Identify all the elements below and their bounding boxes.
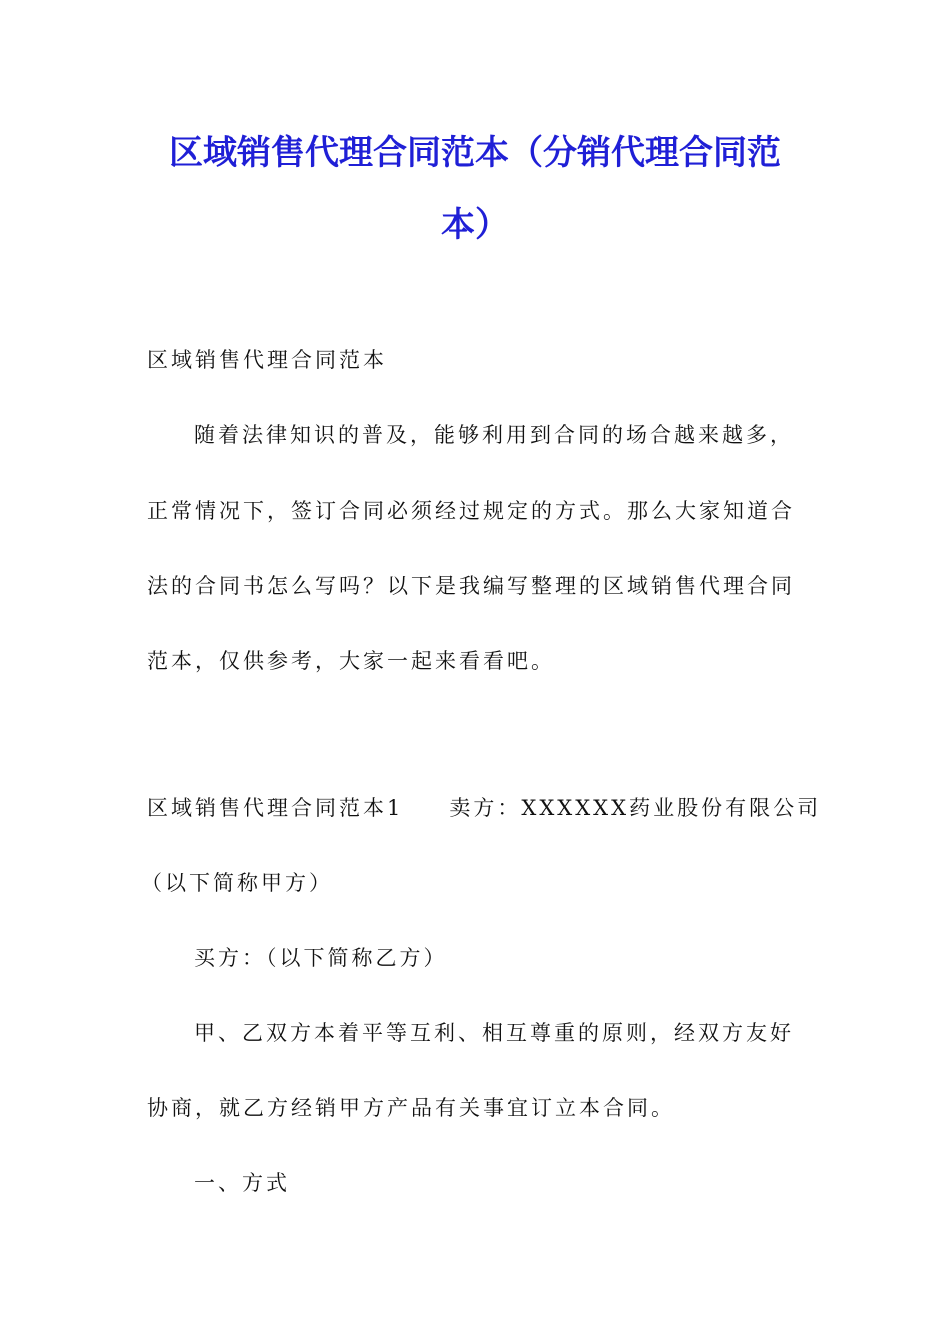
sample-1-label: 区域销售代理合同范本1 <box>147 796 404 820</box>
seller-line: 卖方：XXXXXX药业股份有限公司 <box>449 796 822 820</box>
intro-paragraph-line-2: 正常情况下，签订合同必须经过规定的方式。那么大家知道合 <box>147 499 795 523</box>
document-title-line-1: 区域销售代理合同范本（分销代理合同范 <box>169 133 781 173</box>
intro-paragraph-line-4: 范本，仅供参考，大家一起来看看吧。 <box>147 649 555 673</box>
intro-paragraph-line-3: 法的合同书怎么写吗？以下是我编写整理的区域销售代理合同 <box>147 574 795 598</box>
document-title-line-2: 本） <box>441 205 509 245</box>
principle-paragraph-line-2: 协商，就乙方经销甲方产品有关事宜订立本合同。 <box>147 1096 675 1120</box>
buyer-line: 买方：（以下简称乙方） <box>194 946 448 970</box>
section-heading: 区域销售代理合同范本 <box>147 348 387 372</box>
principle-paragraph-line-1: 甲、乙双方本着平等互利、相互尊重的原则，经双方友好 <box>194 1021 794 1045</box>
seller-note: （以下简称甲方） <box>141 871 333 895</box>
section-1-heading: 一、方式 <box>194 1171 290 1195</box>
intro-paragraph-line-1: 随着法律知识的普及，能够利用到合同的场合越来越多， <box>194 423 794 447</box>
sample-1-header-line <box>147 793 821 823</box>
